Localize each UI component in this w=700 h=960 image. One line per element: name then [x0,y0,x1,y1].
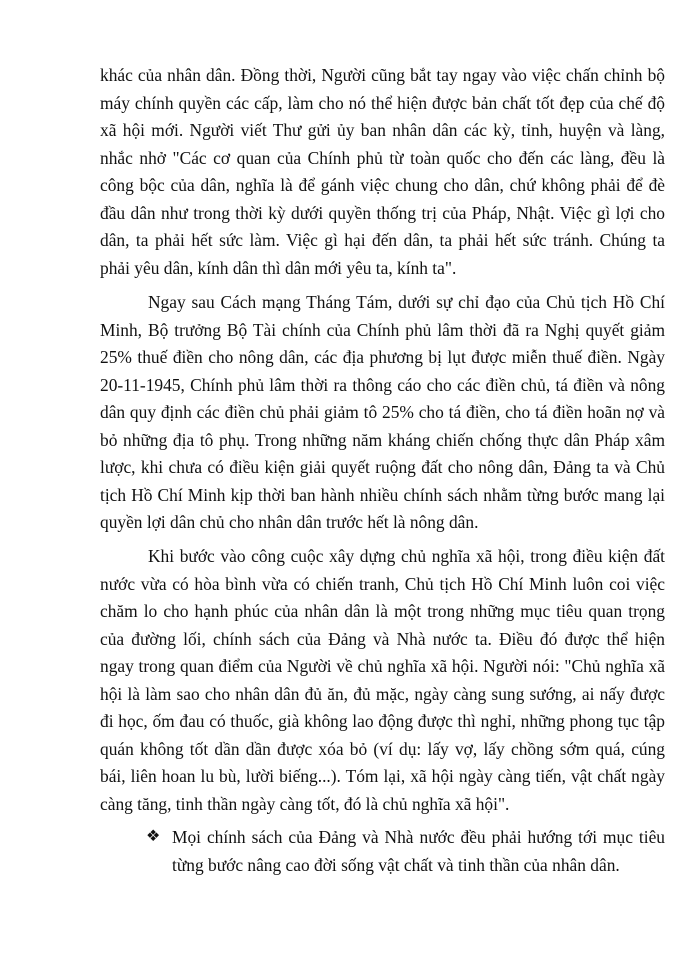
text-line: xã hội mới. Người viết Thư gửi ủy ban nhân dân các kỳ, tỉnh, huyện và làng, [100,120,665,140]
text-line: từng bước nâng cao đời sống vật chất và tinh thần của nhân dân. [172,854,620,875]
text-line: quán không tốt dần dần được xóa bỏ (ví dụ: lấy vợ, lấy chồng sớm quá, cúng [100,738,665,759]
paragraph-1 [100,62,665,282]
bullet-text [172,824,665,879]
text-line: Minh, Bộ trưởng Bộ Tài chính của Chính phủ lâm thời đã ra Nghị quyết giảm [100,319,665,340]
text-line: bỏ những địa tô phụ. Trong những năm kháng chiến chống thực dân Pháp xâm [100,429,665,450]
text-line: lược, khi chưa có điều kiện giải quyết ruộng đất cho nông dân, Đảng ta và Chủ [100,457,665,477]
text-line: tịch Hồ Chí Minh kịp thời ban hành nhiều chính sách nhằm từng bước mang lại [100,484,665,505]
text-line: Ngay sau Cách mạng Tháng Tám, dưới sự chỉ đạo của Chủ tịch Hồ Chí [148,292,665,312]
text-line: nhắc nhở "Các cơ quan của Chính phủ từ toàn quốc cho đến các làng, đều là [100,147,665,168]
text-line: công bộc của dân, nghĩa là để gánh việc chung cho dân, chứ không phải để đè [100,175,665,195]
paragraph-2 [100,289,665,537]
text-line: bái, liên hoan lu bù, lười biếng...). Tóm lại, xã hội ngày càng tiến, vật chất ngày [100,766,665,786]
text-line: máy chính quyền các cấp, làm cho nó thể hiện được bản chất tốt đẹp của chế độ [100,92,665,113]
four-diamond-bullet-icon: ❖ [146,828,161,845]
text-line: của đường lối, chính sách của Đảng và Nhà nước ta. Điều đó được thể hiện [100,628,665,649]
text-line: càng tăng, tinh thần ngày càng tốt, đó là chủ nghĩa xã hội". [100,793,510,814]
text-line: dân quy định các điền chủ phải giảm tô 25% cho tá điền, cho tá điền hoãn nợ và [100,402,665,422]
text-line: 20-11-1945, Chính phủ lâm thời ra thông cáo cho các điền chủ, tá điền và nông [100,374,665,395]
text-line: ngay trong quan điểm của Người về chủ nghĩa xã hội. Người nói: "Chủ nghĩa xã [100,656,665,676]
text-line: 25% thuế điền cho nông dân, các địa phương bị lụt được miễn thuế điền. Ngày [100,347,665,367]
text-line: Mọi chính sách của Đảng và Nhà nước đều phải hướng tới mục tiêu [172,827,665,847]
text-line: Khi bước vào công cuộc xây dựng chủ nghĩa xã hội, trong điều kiện đất [148,546,665,566]
text-line: đầu dân như trong thời kỳ dưới quyền thống trị của Pháp, Nhật. Việc gì lợi cho [100,202,665,223]
text-line: phải yêu dân, kính dân thì dân mới yêu ta, kính ta". [100,257,457,278]
text-line: nước vừa có hòa bình vừa có chiến tranh, Chủ tịch Hồ Chí Minh luôn coi việc [100,573,665,594]
text-line: dân, ta phải hết sức làm. Việc gì hại đến dân, ta phải hết sức tránh. Chúng ta [100,230,665,250]
text-line: chăm lo cho hạnh phúc của nhân dân là một trong những mục tiêu quan trọng [100,601,665,621]
text-line: quyền lợi dân chủ cho nhân dân trước hết là nông dân. [100,512,479,532]
text-line: hội là làm sao cho nhân dân đủ ăn, đủ mặc, ngày càng sung sướng, ai nấy được [100,683,665,704]
paragraph-3 [100,543,665,818]
text-line: đi học, ốm đau có thuốc, già không lao động được thì nghỉ, những phong tục tập [100,711,665,731]
text-line: khác của nhân dân. Đồng thời, Người cũng bắt tay ngay vào việc chấn chỉnh bộ [100,65,665,85]
